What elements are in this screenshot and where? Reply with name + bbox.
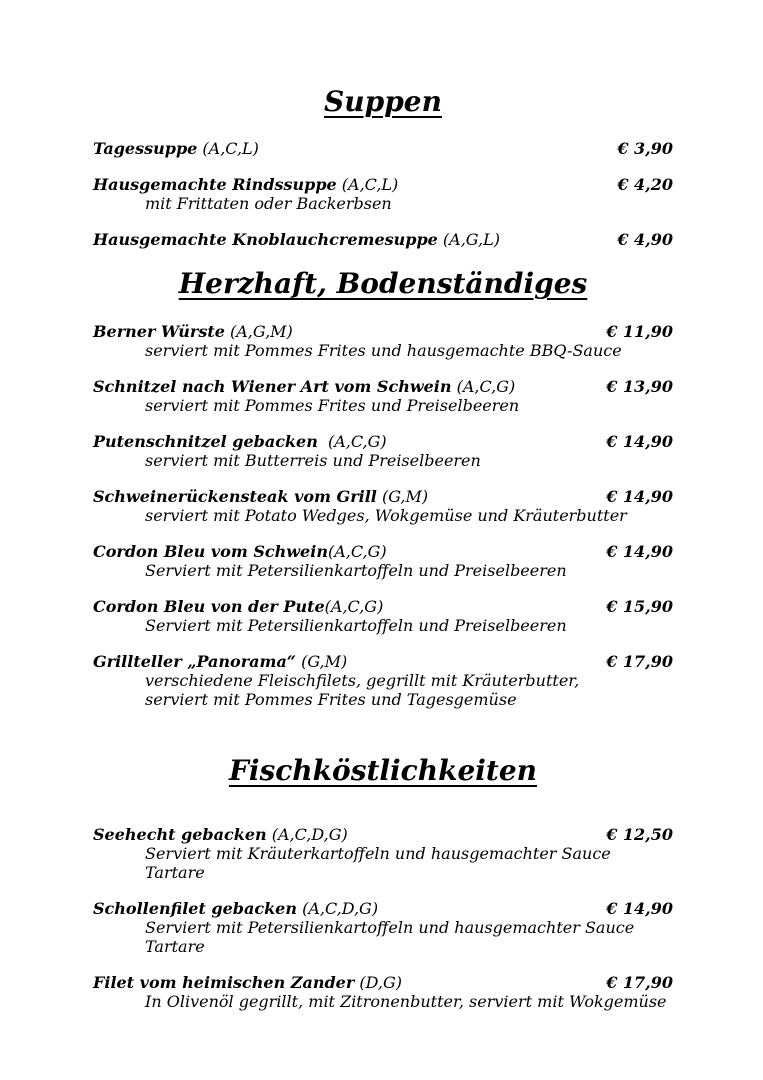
menu-item-row <box>93 175 673 194</box>
section-items <box>93 139 673 249</box>
menu-item-title <box>93 597 383 616</box>
menu-item-row <box>93 377 673 396</box>
item-price: € 3,90 <box>617 139 673 158</box>
item-allergens: (A,C,G) <box>451 377 516 396</box>
menu-item <box>93 139 673 158</box>
item-price: € 15,90 <box>606 597 673 616</box>
section-title: Fischköstlichkeiten <box>228 754 538 787</box>
menu-item-row <box>93 487 673 506</box>
menu-item-row <box>93 322 673 341</box>
item-price: € 14,90 <box>606 542 673 561</box>
item-allergens: (A,C,G) <box>327 542 387 561</box>
menu-content <box>0 84 763 1011</box>
item-price: € 4,20 <box>617 175 673 194</box>
item-description-line: Serviert mit Petersilienkartoffeln und Preiselbeeren <box>145 561 567 580</box>
menu-item-title <box>93 542 387 561</box>
menu-item-title <box>93 139 259 158</box>
item-name: Grillteller „Panorama“ <box>93 652 297 671</box>
menu-item <box>93 487 673 525</box>
item-allergens: (A,C,D,G) <box>266 825 348 844</box>
menu-item-row <box>93 825 673 844</box>
item-name: Putenschnitzel gebacken <box>93 432 318 451</box>
menu-item-row <box>93 899 673 918</box>
item-allergens: (A,G,L) <box>437 230 500 249</box>
item-name: Seehecht gebacken <box>93 825 267 844</box>
item-name: Schnitzel nach Wiener Art vom Schwein <box>93 377 452 396</box>
item-allergens: (A,C,G) <box>317 432 387 451</box>
menu-item <box>93 899 673 956</box>
section-items <box>93 322 673 709</box>
item-price: € 17,90 <box>606 652 673 671</box>
item-name: Cordon Bleu von der Pute <box>93 597 325 616</box>
menu-item-title <box>93 973 402 992</box>
item-description-line: mit Frittaten oder Backerbsen <box>145 194 392 213</box>
item-allergens: (D,G) <box>354 973 402 992</box>
item-price: € 14,90 <box>606 487 673 506</box>
menu-item-row <box>93 973 673 992</box>
menu-item <box>93 652 673 709</box>
menu-item-title <box>93 652 347 671</box>
item-name: Hausgemachte Knoblauchcremesuppe <box>93 230 438 249</box>
menu-item-title <box>93 322 293 341</box>
item-description-line: serviert mit Pommes Frites und hausgemachte BBQ-Sauce <box>145 341 622 360</box>
item-allergens: (A,C,L) <box>336 175 399 194</box>
menu-item-title <box>93 175 398 194</box>
item-description-line: verschiedene Fleischfilets, gegrillt mit Kräuterbutter, <box>145 671 580 690</box>
menu-item <box>93 322 673 360</box>
item-description-line: serviert mit Pommes Frites und Preiselbeeren <box>145 396 520 415</box>
item-price: € 17,90 <box>606 973 673 992</box>
section-title: Suppen <box>324 85 442 118</box>
item-price: € 14,90 <box>606 899 673 918</box>
item-name: Tagessuppe <box>93 139 198 158</box>
item-price: € 13,90 <box>606 377 673 396</box>
menu-item-row <box>93 542 673 561</box>
section-items <box>93 825 673 1011</box>
item-name: Filet vom heimischen Zander <box>93 973 355 992</box>
menu-item <box>93 597 673 635</box>
item-description-line: In Olivenöl gegrillt, mit Zitronenbutter, serviert mit Wokgemüse <box>145 992 667 1011</box>
item-description-line: Serviert mit Petersilienkartoffeln und Preiselbeeren <box>145 616 567 635</box>
item-description-line: Serviert mit Kräuterkartoffeln und hausgemachter Sauce Tartare <box>145 844 611 882</box>
menu-item <box>93 973 673 1011</box>
item-allergens: (G,M) <box>376 487 429 506</box>
item-description-line: serviert mit Potato Wedges, Wokgemüse und Kräuterbutter <box>145 506 627 525</box>
item-price: € 4,90 <box>617 230 673 249</box>
menu-item-title <box>93 487 428 506</box>
menu-item-title <box>93 432 387 451</box>
item-allergens: (A,C,G) <box>324 597 384 616</box>
menu-item <box>93 377 673 415</box>
section-title: Herzhaft, Bodenständiges <box>178 267 588 300</box>
menu-item-row <box>93 230 673 249</box>
item-allergens: (A,G,M) <box>224 322 293 341</box>
item-allergens: (G,M) <box>296 652 348 671</box>
menu-item <box>93 542 673 580</box>
menu-item-row <box>93 597 673 616</box>
menu-item-title <box>93 825 348 844</box>
item-allergens: (A,C,D,G) <box>296 899 379 918</box>
item-description-line: Serviert mit Petersilienkartoffeln und hausgemachter Sauce Tartare <box>145 918 635 956</box>
menu-item <box>93 230 673 249</box>
item-description-line: serviert mit Pommes Frites und Tagesgemüse <box>145 690 517 709</box>
menu-item-title <box>93 230 500 249</box>
menu-item <box>93 175 673 213</box>
menu-item <box>93 825 673 882</box>
item-price: € 14,90 <box>606 432 673 451</box>
item-price: € 11,90 <box>606 322 673 341</box>
item-name: Schweinerückensteak vom Grill <box>93 487 377 506</box>
item-price: € 12,50 <box>606 825 673 844</box>
menu-item-title <box>93 377 515 396</box>
item-allergens: (A,C,L) <box>197 139 259 158</box>
menu-section <box>93 84 673 249</box>
item-name: Hausgemachte Rindssuppe <box>93 175 337 194</box>
menu-item <box>93 432 673 470</box>
menu-section <box>93 753 673 1011</box>
menu-item-row <box>93 652 673 671</box>
menu-item-row <box>93 432 673 451</box>
menu-section <box>93 266 673 709</box>
item-name: Cordon Bleu vom Schwein <box>93 542 328 561</box>
menu-item-row <box>93 139 673 158</box>
item-name: Berner Würste <box>93 322 225 341</box>
item-description-line: serviert mit Butterreis und Preiselbeeren <box>145 451 481 470</box>
item-name: Schollenfilet gebacken <box>93 899 297 918</box>
menu-item-title <box>93 899 378 918</box>
